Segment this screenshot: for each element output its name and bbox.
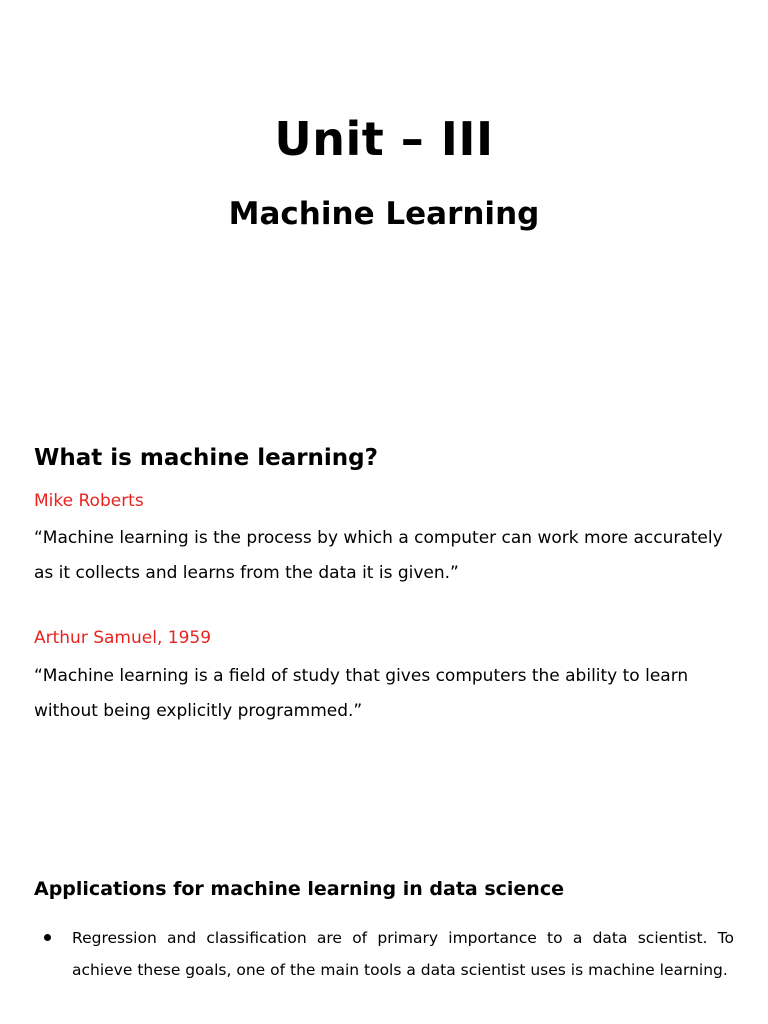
section-heading-applications: Applications for machine learning in data science (34, 878, 564, 900)
section-heading-what-is-ml: What is machine learning? (34, 445, 378, 471)
list-item-text: Regression and classification are of primary importance to a data scientist. To achieve these goals, one of the main tools a data scientist uses is machine learning. (72, 929, 734, 979)
definition-quote: “Machine learning is a field of study that gives computers the ability to learn without being explicitly programmed.” (34, 666, 689, 721)
applications-list (34, 922, 734, 986)
definition-author: Mike Roberts (34, 491, 144, 511)
definition-quote: “Machine learning is the process by which a computer can work more accurately as it collects and learns from the data it is given.” (34, 528, 723, 583)
definition-author: Arthur Samuel, 1959 (34, 628, 212, 648)
list-item (34, 922, 734, 986)
unit-title: Unit – III (274, 112, 494, 166)
bullet-dot-icon (44, 934, 51, 941)
subject-title: Machine Learning (228, 196, 540, 232)
